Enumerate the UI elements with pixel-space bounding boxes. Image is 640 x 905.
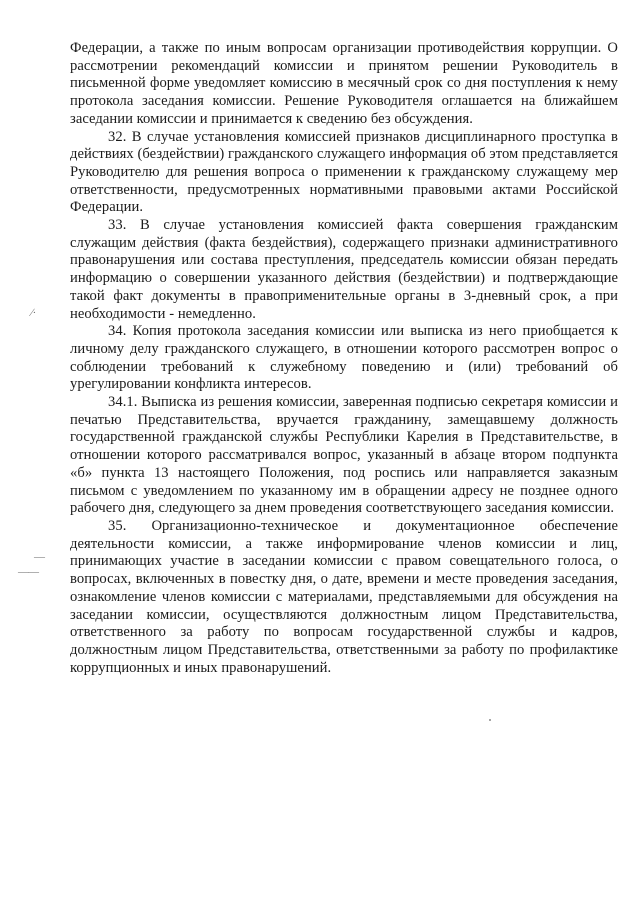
- paragraph-35: 35. Организационно-техническое и документационное обеспечение деятельности комиссии, а также информирование членов комиссии и лиц, принимающих участие в заседании комиссии с правом совещательного голоса, о вопросах, включенных в повестку дня, о дате, времени и месте проведения заседания, ознакомление членов комиссии с материалами, представляемыми для обсуждения на заседании комиссии, осуществляются должностным лицом Представительства, ответственного за работу по вопросам государственной службы и кадров, должностным лицом Представительства, ответственными за работу по профилактике коррупционных и иных правонарушений.: [70, 517, 618, 676]
- margin-scan-mark: ∕·: [31, 307, 36, 319]
- paragraph-32: 32. В случае установления комиссией признаков дисциплинарного проступка в действиях (бездействии) гражданского служащего информация об этом представляется Руководителю для решения вопроса о применении к гражданскому служащему мер ответственности, предусмотренных нормативными правовыми актами Российской Федерации.: [70, 128, 618, 216]
- margin-scan-mark: —: [34, 551, 45, 563]
- margin-scan-mark: ——: [18, 566, 38, 578]
- document-body: [70, 40, 618, 677]
- paragraph-33: 33. В случае установления комиссией факта совершения гражданским служащим действия (факта бездействия), содержащего признаки административного правонарушения или состава преступления, председатель комиссии обязан передать информацию о совершении указанного действия (бездействии) и подтверждающие такой факт документы в правоприменительные органы в 3-дневный срок, а при необходимости - немедленно.: [70, 217, 618, 322]
- paragraph-continuation: Федерации, а также по иным вопросам организации противодействия коррупции. О рассмотрении рекомендаций комиссии и принятом решении Руководитель в письменной форме уведомляет комиссию в месячный срок со дня поступления к нему протокола заседания комиссии. Решение Руководителя оглашается на ближайшем заседании комиссии и принимается к сведению без обсуждения.: [70, 40, 618, 127]
- paragraph-34-1: 34.1. Выписка из решения комиссии, заверенная подписью секретаря комиссии и печатью Представительства, вручается гражданину, замещавшему должность государственной гражданской службы Республики Карелия в Представительстве, в отношении которого рассматривался вопрос, указанный в абзаце втором подпункта «б» пункта 13 настоящего Положения, под роспись или направляется заказным письмом с уведомлением по указанному им в обращении адресу не позднее одного рабочего дня, следующего за днем проведения соответствующего заседания комиссии.: [70, 394, 618, 517]
- scan-speck: [489, 719, 491, 721]
- paragraph-34: 34. Копия протокола заседания комиссии или выписка из него приобщается к личному делу гражданского служащего, в отношении которого рассмотрен вопрос о соблюдении требований к служебному поведению и (или) требований об урегулировании конфликта интересов.: [70, 323, 618, 393]
